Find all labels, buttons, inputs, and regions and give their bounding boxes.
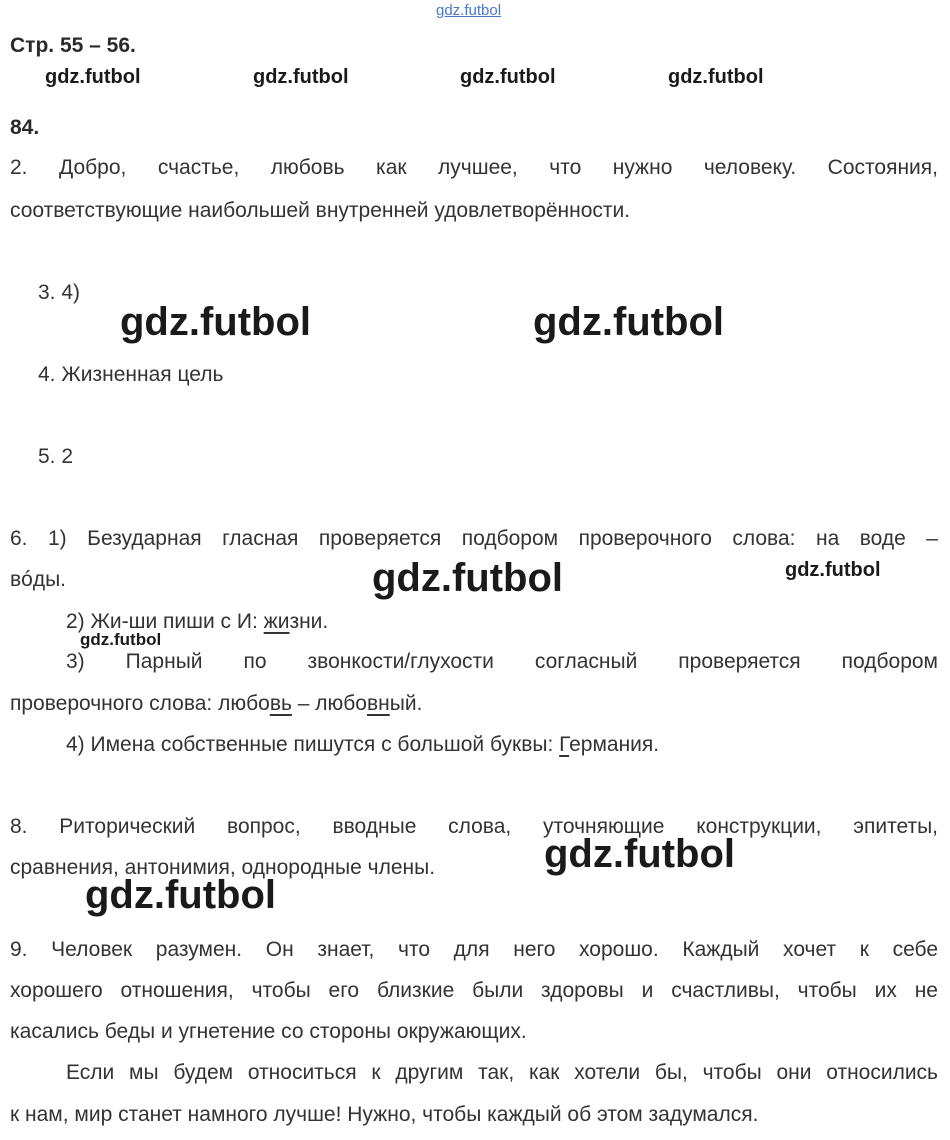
watermark: gdz.futbol	[785, 559, 881, 581]
answer-9-line-2: хорошего отношения, чтобы его близкие были здоровы и счастливы, чтобы их не	[10, 979, 938, 1002]
answer-3: 3. 4)	[38, 281, 81, 304]
watermark-large: gdz.futbol	[85, 873, 277, 917]
watermark-large: gdz.futbol	[544, 832, 736, 876]
watermark-top: gdz.futbol	[436, 2, 502, 19]
answer-6-rule-2: 2) Жи-ши пиши с И: жизни.	[66, 610, 329, 633]
answer-9-line-1: 9. Человек разумен. Он знает, что для него хорошо. Каждый хочет к себе	[10, 938, 938, 961]
page-range-heading: Стр. 55 – 56.	[10, 34, 136, 57]
task-number: 84.	[10, 116, 40, 139]
answer-6-rule-4: 4) Имена собственные пишутся с большой буквы: Германия.	[66, 733, 660, 756]
answer-6-rule-3-line-2: проверочного слова: любовь – любовный.	[10, 692, 423, 715]
answer-2-line-1: 2. Добро, счастье, любовь как лучшее, что нужно человеку. Состояния,	[10, 156, 938, 179]
answer-2-line-2: соответствующие наибольшей внутренней удовлетворённости.	[10, 199, 631, 222]
watermark: gdz.futbol	[460, 66, 556, 88]
watermark: gdz.futbol	[45, 66, 141, 88]
watermark-large: gdz.futbol	[120, 300, 312, 344]
answer-6-rule-1-line-1: 6. 1) Безударная гласная проверяется подбором проверочного слова: на воде –	[10, 527, 938, 550]
answer-8-line-1: 8. Риторический вопрос, вводные слова, уточняющие конструкции, эпитеты,	[10, 815, 938, 838]
answer-4: 4. Жизненная цель	[38, 363, 224, 386]
answer-9-line-3: касались беды и угнетение со стороны окружающих.	[10, 1020, 527, 1043]
watermark-large: gdz.futbol	[533, 300, 725, 344]
watermark: gdz.futbol	[668, 66, 764, 88]
answer-8-line-2: сравнения, антонимия, однородные члены.	[10, 856, 436, 879]
answer-9-line-5: к нам, мир станет намного лучше! Нужно, чтобы каждый об этом задумался.	[10, 1103, 759, 1126]
answer-5: 5. 2	[38, 445, 74, 468]
watermark: gdz.futbol	[253, 66, 349, 88]
answer-9-line-4: Если мы будем относиться к другим так, как хотели бы, чтобы они относились	[66, 1061, 938, 1084]
watermark-small: gdz.futbol	[80, 630, 162, 649]
watermark-large: gdz.futbol	[372, 556, 564, 600]
answer-6-rule-1-line-2: вóды.	[10, 568, 67, 591]
answer-6-rule-3-line-1: 3) Парный по звонкости/глухости согласный проверяется подбором	[66, 650, 938, 673]
